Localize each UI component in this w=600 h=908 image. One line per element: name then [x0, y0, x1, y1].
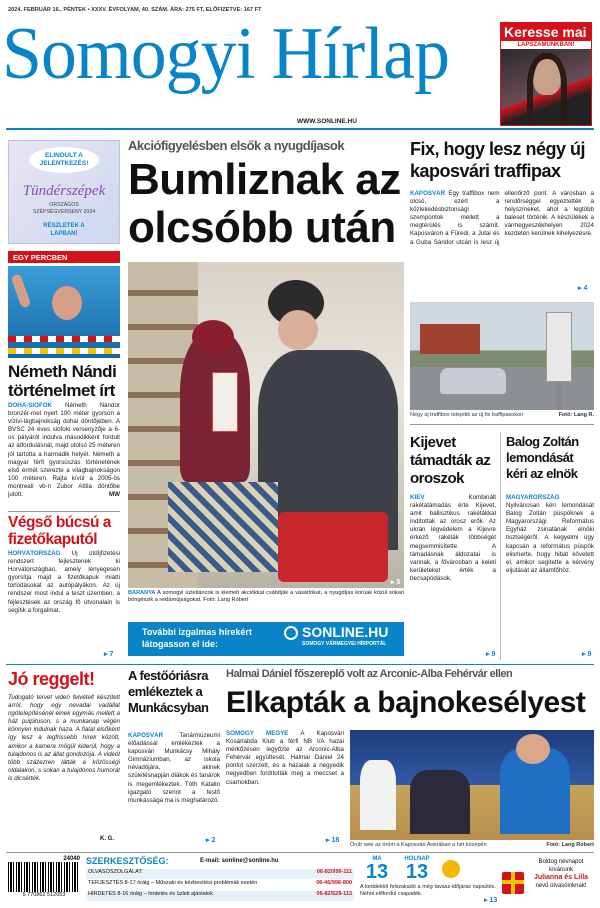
- masthead-rule: [6, 128, 594, 130]
- vegso-ref[interactable]: ▸ 7: [104, 651, 114, 658]
- jo-reggelt-body: [8, 694, 120, 834]
- halmai-caption-text: Örült vele az öröm a Kaposvári Arénában a hét közepén: [350, 842, 487, 848]
- promo-box[interactable]: [500, 22, 592, 126]
- traffipax-caption-text: Négy új traffibox telepítik az új fix traffipaxokon: [410, 412, 524, 418]
- halmai-caption: [350, 842, 594, 848]
- main-caption: [128, 590, 404, 604]
- festo-text: Tanármúzeumi előadással emlékeztek a kaposvári Munkácsy Mihály Gimnáziumban, az iskola névadójára, akinek születésnapján diákok és tanárok is megemlékeztek. Tóth Katalin igazgató szerint a festő munkássága ma is meghatározó.: [128, 732, 220, 804]
- nemeth-sig: MW: [109, 491, 120, 499]
- weather-today-value: 13: [365, 861, 389, 883]
- sonline-banner-left-1: További izgalmas hírekért: [142, 627, 252, 637]
- gift-icon: [502, 872, 524, 894]
- contact-label-2: HIRDETÉS 8-16 óráig – hirdetés és üzleti ajánlatok: [88, 891, 214, 897]
- main-photo: [128, 262, 404, 588]
- egy-percben-bar: [8, 251, 120, 263]
- kijevet-ref-num: 9: [491, 651, 496, 658]
- szerk-email[interactable]: E-mail: sonline@sonline.hu: [200, 858, 279, 864]
- egy-percben-label: EGY PERCBEN: [13, 253, 68, 262]
- weather-today-label: MA: [372, 856, 382, 862]
- weather-tomorrow: [400, 856, 434, 882]
- sonline-tag: SOMOGY VÁRMEGYEI HÍRPORTÁL: [302, 641, 387, 647]
- traffipax-text: Egy traffibox nem olcsó, ezért a közlekedésbiztonsági szempontok mellett a megtérülés is számít. Kaposváron a Füredi, a Jutai és a Guba Sándor utcán is lesz új ellenőrző pont. A városban a rendőrséggel egyeztették a helyszíneket, ahol a legtöbb baleset történik. A készülékek a vármegyeszékhelyen 2024 kezdetén kerülnek kihelyezésre.: [410, 190, 594, 246]
- nameday-box: [526, 858, 596, 890]
- halmai-photo: [350, 730, 594, 840]
- jo-reggelt-headline[interactable]: Jó reggelt!: [8, 669, 95, 689]
- promo-magazine-image: [501, 49, 591, 125]
- festo-ref[interactable]: ▸ 2: [206, 837, 216, 844]
- contact-row-0: [86, 869, 354, 879]
- contact-tel-1[interactable]: 06-46/998-800: [316, 880, 352, 886]
- barcode-digits: 5 770862 512053: [22, 892, 66, 898]
- halmai-credit: Fotó: Lang Róbert: [546, 842, 594, 848]
- nemeth-body: [8, 402, 120, 508]
- barcode-bars: [8, 862, 80, 892]
- traffipax-ref[interactable]: ▸ 4: [578, 285, 588, 292]
- contact-tel-0[interactable]: 06-82/999-111: [316, 869, 352, 875]
- nameday-line-1: Boldog névnapot kívánunk: [538, 859, 584, 873]
- traffipax-ref-num: 4: [583, 285, 588, 292]
- barcode-num: 24040: [63, 856, 80, 862]
- nameday-line-2: Julianna és Lilla: [533, 874, 589, 881]
- balog-body: [506, 494, 594, 654]
- kijevet-ref[interactable]: ▸ 9: [486, 651, 496, 658]
- traffipax-caption: [410, 412, 594, 418]
- main-ref[interactable]: ▸ 5: [391, 579, 401, 586]
- halmai-headline[interactable]: Elkapták a bajnokesélyest: [226, 686, 586, 719]
- halmai-text: A Kaposvári Kosárlabda Klub a férfi NB I/A hazai mérkőzésén legyőzte az Arconic-Alba Fehérvár együttesét. Halmai Dániel 24 pontot szerzett, és a hazaiak a negyedik negyedben fordították meg a meccset a csarnokban.: [226, 730, 344, 786]
- tunder-bottom: RÉSZLETEK A LAPBAN!: [43, 223, 85, 237]
- right-vertical-rule: [500, 432, 501, 660]
- nemeth-lead: DOHA-SIÓFOK: [8, 402, 52, 409]
- weather-ref-num: 13: [489, 897, 498, 904]
- weather-today: [360, 856, 394, 882]
- masthead-title: Somogyi Hírlap: [2, 13, 450, 95]
- tunderszepek-ad[interactable]: [8, 140, 120, 244]
- festo-lead: KAPOSVÁR: [128, 732, 164, 739]
- halmai-kicker: Halmai Dániel főszereplő volt az Arconic-Alba Fehérvár ellen: [226, 668, 513, 680]
- main-ref-num: 5: [396, 579, 401, 586]
- vegso-body: [8, 550, 120, 658]
- tunder-top-badge: ELINDULT A JELENTKEZÉS!: [29, 147, 99, 173]
- kijevet-text: Kombinált rakétatámadás érte Kijevet, amit ballisztikus rakétákkal indítottak az orosz erők. Az ukrán légvédelem a Kijevre érkező rakéták többségét megsemmisítette. A támadásnak áldozatai is vannak, a fővárosban a keleti kerületeket érték a becsapódások.: [410, 494, 496, 582]
- balog-ref[interactable]: ▸ 9: [582, 651, 592, 658]
- vegso-ref-num: 7: [109, 651, 114, 658]
- vegso-headline[interactable]: Végső búcsú a fizetőkaputól: [8, 514, 111, 548]
- kijevet-body: [410, 494, 496, 654]
- nemeth-text: Németh Nándor bronzér-met nyert 100 méter gyorson a vízivi-lágbajnokság dohai döntőjében. A BVSC 24 éves siófoki versenyzője a 6-os pályáról indulva másodikként fordult az átfordulásnál, majd utolsó 25 méteren jól tartotta a harmadik helyét. Németh a magyar férfi gyorsúszás történetének első érmét szerezte a világbajnokságon 100 méteren. Rajta kívül a 2005-ös montreali vb-n Zubor Attila döntőbe jutott.: [8, 402, 120, 499]
- dateline: 2024. FEBRUÁR 16., PÉNTEK • XXXV. ÉVFOLYAM, 40. SZÁM. ÁRA: 275 FT, ELŐFIZETVE: 167 FT: [8, 7, 262, 13]
- nameday-line-3: nevű olvasóinknak!: [535, 883, 587, 889]
- main-caption-text: A somogyi üzletláncok is kiemelt akciókkal csábítják a vásárlókat, a nyugdíjas korúak közül sokan böngészik a reklámújságokat. Fotó: Lang Róbert: [128, 590, 404, 603]
- site-url[interactable]: WWW.SONLINE.HU: [297, 118, 357, 125]
- weather-tomorrow-value: 13: [405, 861, 429, 883]
- nemeth-headline[interactable]: Németh Nándi történelmet írt: [8, 362, 117, 400]
- festo-body: [128, 732, 220, 840]
- vegso-lead: HORVÁTORSZÁG: [8, 550, 61, 557]
- lower-rule: [6, 664, 594, 665]
- jo-reggelt-sig: K. G.: [100, 836, 115, 842]
- weather-text: A keddektól felszakadó a még tavasz-időjárás napsütés. Néhol előfordul csapadék.: [360, 884, 496, 897]
- traffipax-body: [410, 190, 594, 290]
- tunder-sub: ORSZÁGOS SZÉPSÉGVERSENY 2024: [32, 202, 96, 215]
- promo-sub: LAPSZÁMUNKBAN!: [501, 41, 591, 49]
- halmai-body: [226, 730, 344, 842]
- main-kicker: Akciófigyelésben elsők a nyugdíjasok: [128, 138, 345, 153]
- right-divider-1: [410, 424, 594, 425]
- sonline-banner-left-2: látogasson el ide:: [142, 639, 219, 649]
- contact-label-1: TERJESZTÉS 8-17 óráig – Műszaki és kézbesítési problémák esetén: [88, 880, 258, 886]
- festo-headline[interactable]: A festőóriásra emlékeztek a Munkácsyban: [128, 668, 209, 715]
- swimmer-photo: [8, 266, 120, 358]
- sonline-logo-icon: [284, 626, 298, 640]
- traffipax-photo: [410, 302, 594, 410]
- contact-row-1: [86, 880, 354, 890]
- contact-row-2: [86, 891, 354, 901]
- halmai-ref[interactable]: ▸ 18: [326, 837, 340, 844]
- main-headline[interactable]: Bumliznak az olcsóbb után: [128, 155, 401, 252]
- weather-tomorrow-label: HOLNAP: [404, 856, 430, 862]
- barcode: [8, 856, 80, 904]
- sonline-brand: SONLINE.HU: [302, 624, 389, 640]
- balog-headline[interactable]: Balog Zoltán lemondását kéri az elnök: [506, 434, 579, 481]
- weather-ref[interactable]: ▸ 13: [484, 897, 498, 904]
- footer-rule: [6, 852, 594, 853]
- traffipax-credit: Fotó: Lang R.: [558, 412, 594, 418]
- kijevet-lead: KIEV: [410, 494, 425, 501]
- balog-lead: MAGYARORSZÁG: [506, 494, 560, 501]
- jo-reggelt-text: Tudogató tervet videó felvételt készített arról, hogy egy nevadai vadállat rigótelepítésénél élnek egymás mellett a ház pulpituson, s a munkanap végén könnyen indulnak haza. A fiatal elsőként így lesz a legfrissebb hírek között, amikor a kamera mögül kiderül, hogy a tulajdonos is az állat gondozója. A videót több százezren látták a közösségi oldalakon, s sokan a tulajdonos humorát is dicsérték.: [8, 694, 120, 782]
- left-divider-1: [8, 511, 120, 512]
- szerk-title: SZERKESZTŐSÉG:: [86, 856, 169, 866]
- vegso-text: Új útdíjfizetési rendszert fejlesztenek ki Horvátországban, amely lényegesen gyorsítja majd a fizetőkapuk miatti torlódásokat az autópályákon. Az új rendszer most indul a teszt üzemben, a fejlesztések az ország fő útvonalain is segítik a forgalmat.: [8, 550, 120, 614]
- contact-tel-2[interactable]: 06-82/528-113: [316, 891, 352, 897]
- kijevet-headline[interactable]: Kijevet támadták az oroszok: [410, 434, 491, 487]
- main-caption-lead: BARANYA: [128, 590, 156, 596]
- contact-label-0: OLVASÓSZOLGÁLAT:: [88, 869, 143, 875]
- sun-cloud-icon: [442, 860, 460, 878]
- traffipax-headline[interactable]: Fix, hogy lesz négy új kaposvári traffipax: [410, 139, 586, 181]
- sonline-banner[interactable]: [128, 622, 404, 656]
- traffipax-lead: KAPOSVÁR: [410, 190, 446, 197]
- tunder-logo: Tündérszépek: [22, 183, 106, 199]
- promo-label: Keresse mai: [501, 23, 591, 41]
- balog-ref-num: 9: [587, 651, 592, 658]
- festo-ref-num: 2: [211, 837, 216, 844]
- balog-text: Nyilvánosan kéri lemondását Balog Zoltán püspöknek a Magyarországi Református Egyház zsinatának elnöki tisztségéről. A kegyelmi ügy kapcsán a református püspök elismerte, hogy hibát követett el, amikor segítette a kérvény eljutását az államfőhöz.: [506, 502, 594, 574]
- halmai-lead: SOMOGY MEGYE: [226, 730, 289, 737]
- halmai-ref-num: 18: [331, 837, 340, 844]
